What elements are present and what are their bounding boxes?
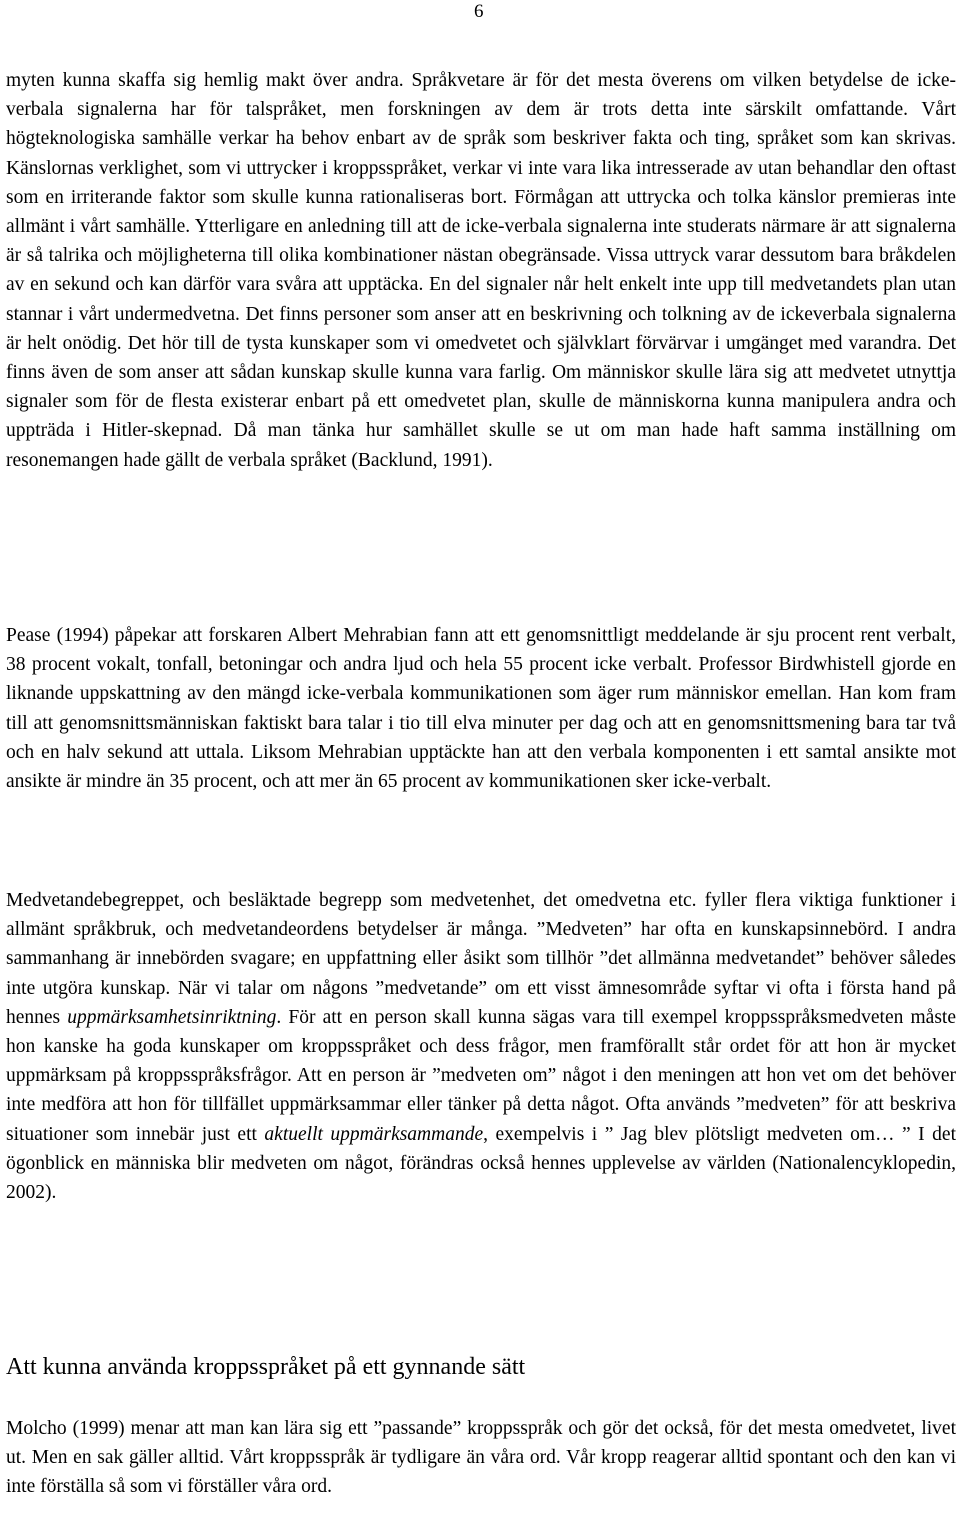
- paragraph-consciousness: [6, 886, 956, 1207]
- italic-term: uppmärksamhetsinriktning: [67, 1006, 277, 1028]
- paragraph-text: , exempelvis i ” Jag blev plötsligt medveten om… ” I det ögonblick en människa blir medveten om något, förändras också hennes upplevelse av världen (Nationalencyklopedin, 2002).: [6, 1123, 956, 1204]
- italic-term: aktuellt uppmärksammande: [264, 1123, 484, 1145]
- page-number: 6: [474, 1, 484, 22]
- paragraph-text: . För att en person skall kunna sägas vara till exempel kroppsspråksmedveten måste hon kanske ha goda kunskaper om kroppsspråket och dess frågor, men framförallt står ordet för att hon är mycket uppmärksam på kroppsspråksfrågor. Att en person är ”medveten om” något i den meningen att hon vet om det behöver inte medföra att hon för tillfället uppmärksammar eller tänker på detta något. Ofta används ”medveten” för att beskriva situationer som innebär just ett: [6, 1006, 956, 1145]
- paragraph-nonverbal-research: [6, 66, 956, 475]
- paragraph-text: Medvetandebegreppet, och besläktade begrepp som medvetenhet, det omedvetna etc. fyller flera viktiga funktioner i allmänt språkbruk, och medvetandeordens betydelser är många. ”Medveten” har ofta en kunskapsinnebörd. I andra sammanhang är innebörden svagare; en uppfattning eller åsikt som tillhör ”det allmänna medvetandet” behöver således inte utgöra kunskap. När vi talar om någons ”medvetande” om ett visst ämnesområde syftar vi ofta i första hand på hennes: [6, 890, 956, 1028]
- section-heading: Att kunna använda kroppsspråket på ett gynnande sätt: [6, 1354, 526, 1380]
- paragraph-text: myten kunna skaffa sig hemlig makt över andra. Språkvetare är för det mesta överens om vilken betydelse de icke-verbala signalerna har för talspråket, men forskningen av dem är trots detta inte särskilt omfattande. Vårt högteknologiska samhälle verkar ha behov enbart av de språk som beskriver fakta och ting, språket som kan skrivas. Känslornas verklighet, som vi uttrycker i kroppsspråket, verkar vi inte vara lika intresserade av utan behandlar den oftast som en irriterande faktor som skulle kunna rationaliseras bort. Förmågan att uttrycka och tolka känslor premieras inte allmänt i vårt samhälle. Ytterligare en anledning till att de icke-verbala signalerna inte studerats närmare är att signalerna är så talrika och möjligheterna till olika kombinationer nästan obegränsade. Vissa uttryck varar dessutom bara bråkdelen av en sekund och kan därför vara svåra att upptäcka. En del signaler når helt enkelt inte upp till medvetandets plan utan stannar i vårt undermedvetna. Det finns personer som anser att en beskrivning och tolkning av de ickeverbala signalerna är helt onödig. Det hör till de tysta kunskaper som vi omedvetet och självklart förvärvar i umgänget med varandra. Det finns även de som anser att sådan kunskap skulle kunna vara farlig. Om människor skulle lära sig att medvetet utnyttja signaler som för de flesta existerar enbart på ett omedvetet plan, skulle de människorna kunna manipulera andra och uppträda i Hitler-skepnad. Då man tänka hur samhället skulle se ut om man hade haft samma inställning om resonemangen hade gällt de verbala språket (Backlund, 1991).: [6, 70, 956, 471]
- paragraph-text: Molcho (1999) menar att man kan lära sig ett ”passande” kroppsspråk och gör det också, för det mesta omedvetet, livet ut. Men en sak gäller alltid. Vårt kroppsspråk är tydligare än våra ord. Vår kropp reagerar alltid spontant och den kan vi inte förställa så som vi förställer våra ord.: [6, 1418, 956, 1498]
- paragraph-mehrabian: [6, 621, 956, 796]
- paragraph-molcho: [6, 1414, 956, 1502]
- paragraph-text: Pease (1994) påpekar att forskaren Albert Mehrabian fann att ett genomsnittligt meddelande är sju procent rent verbalt, 38 procent vokalt, tonfall, betoningar och andra ljud och hela 55 procent icke verbalt. Professor Birdwhistell gjorde en liknande uppskattning av den mängd icke-verbala kommunikationen som äger rum människor emellan. Han kom fram till att genomsnittsmänniskan faktiskt bara talar i tio till elva minuter per dag och att en genomsnittsmening bara tar två och en halv sekund att uttala. Liksom Mehrabian upptäckte han att den verbala komponenten i ett samtal ansikte mot ansikte är mindre än 35 procent, och att mer än 65 procent av kommunikationen sker icke-verbalt.: [6, 625, 956, 793]
